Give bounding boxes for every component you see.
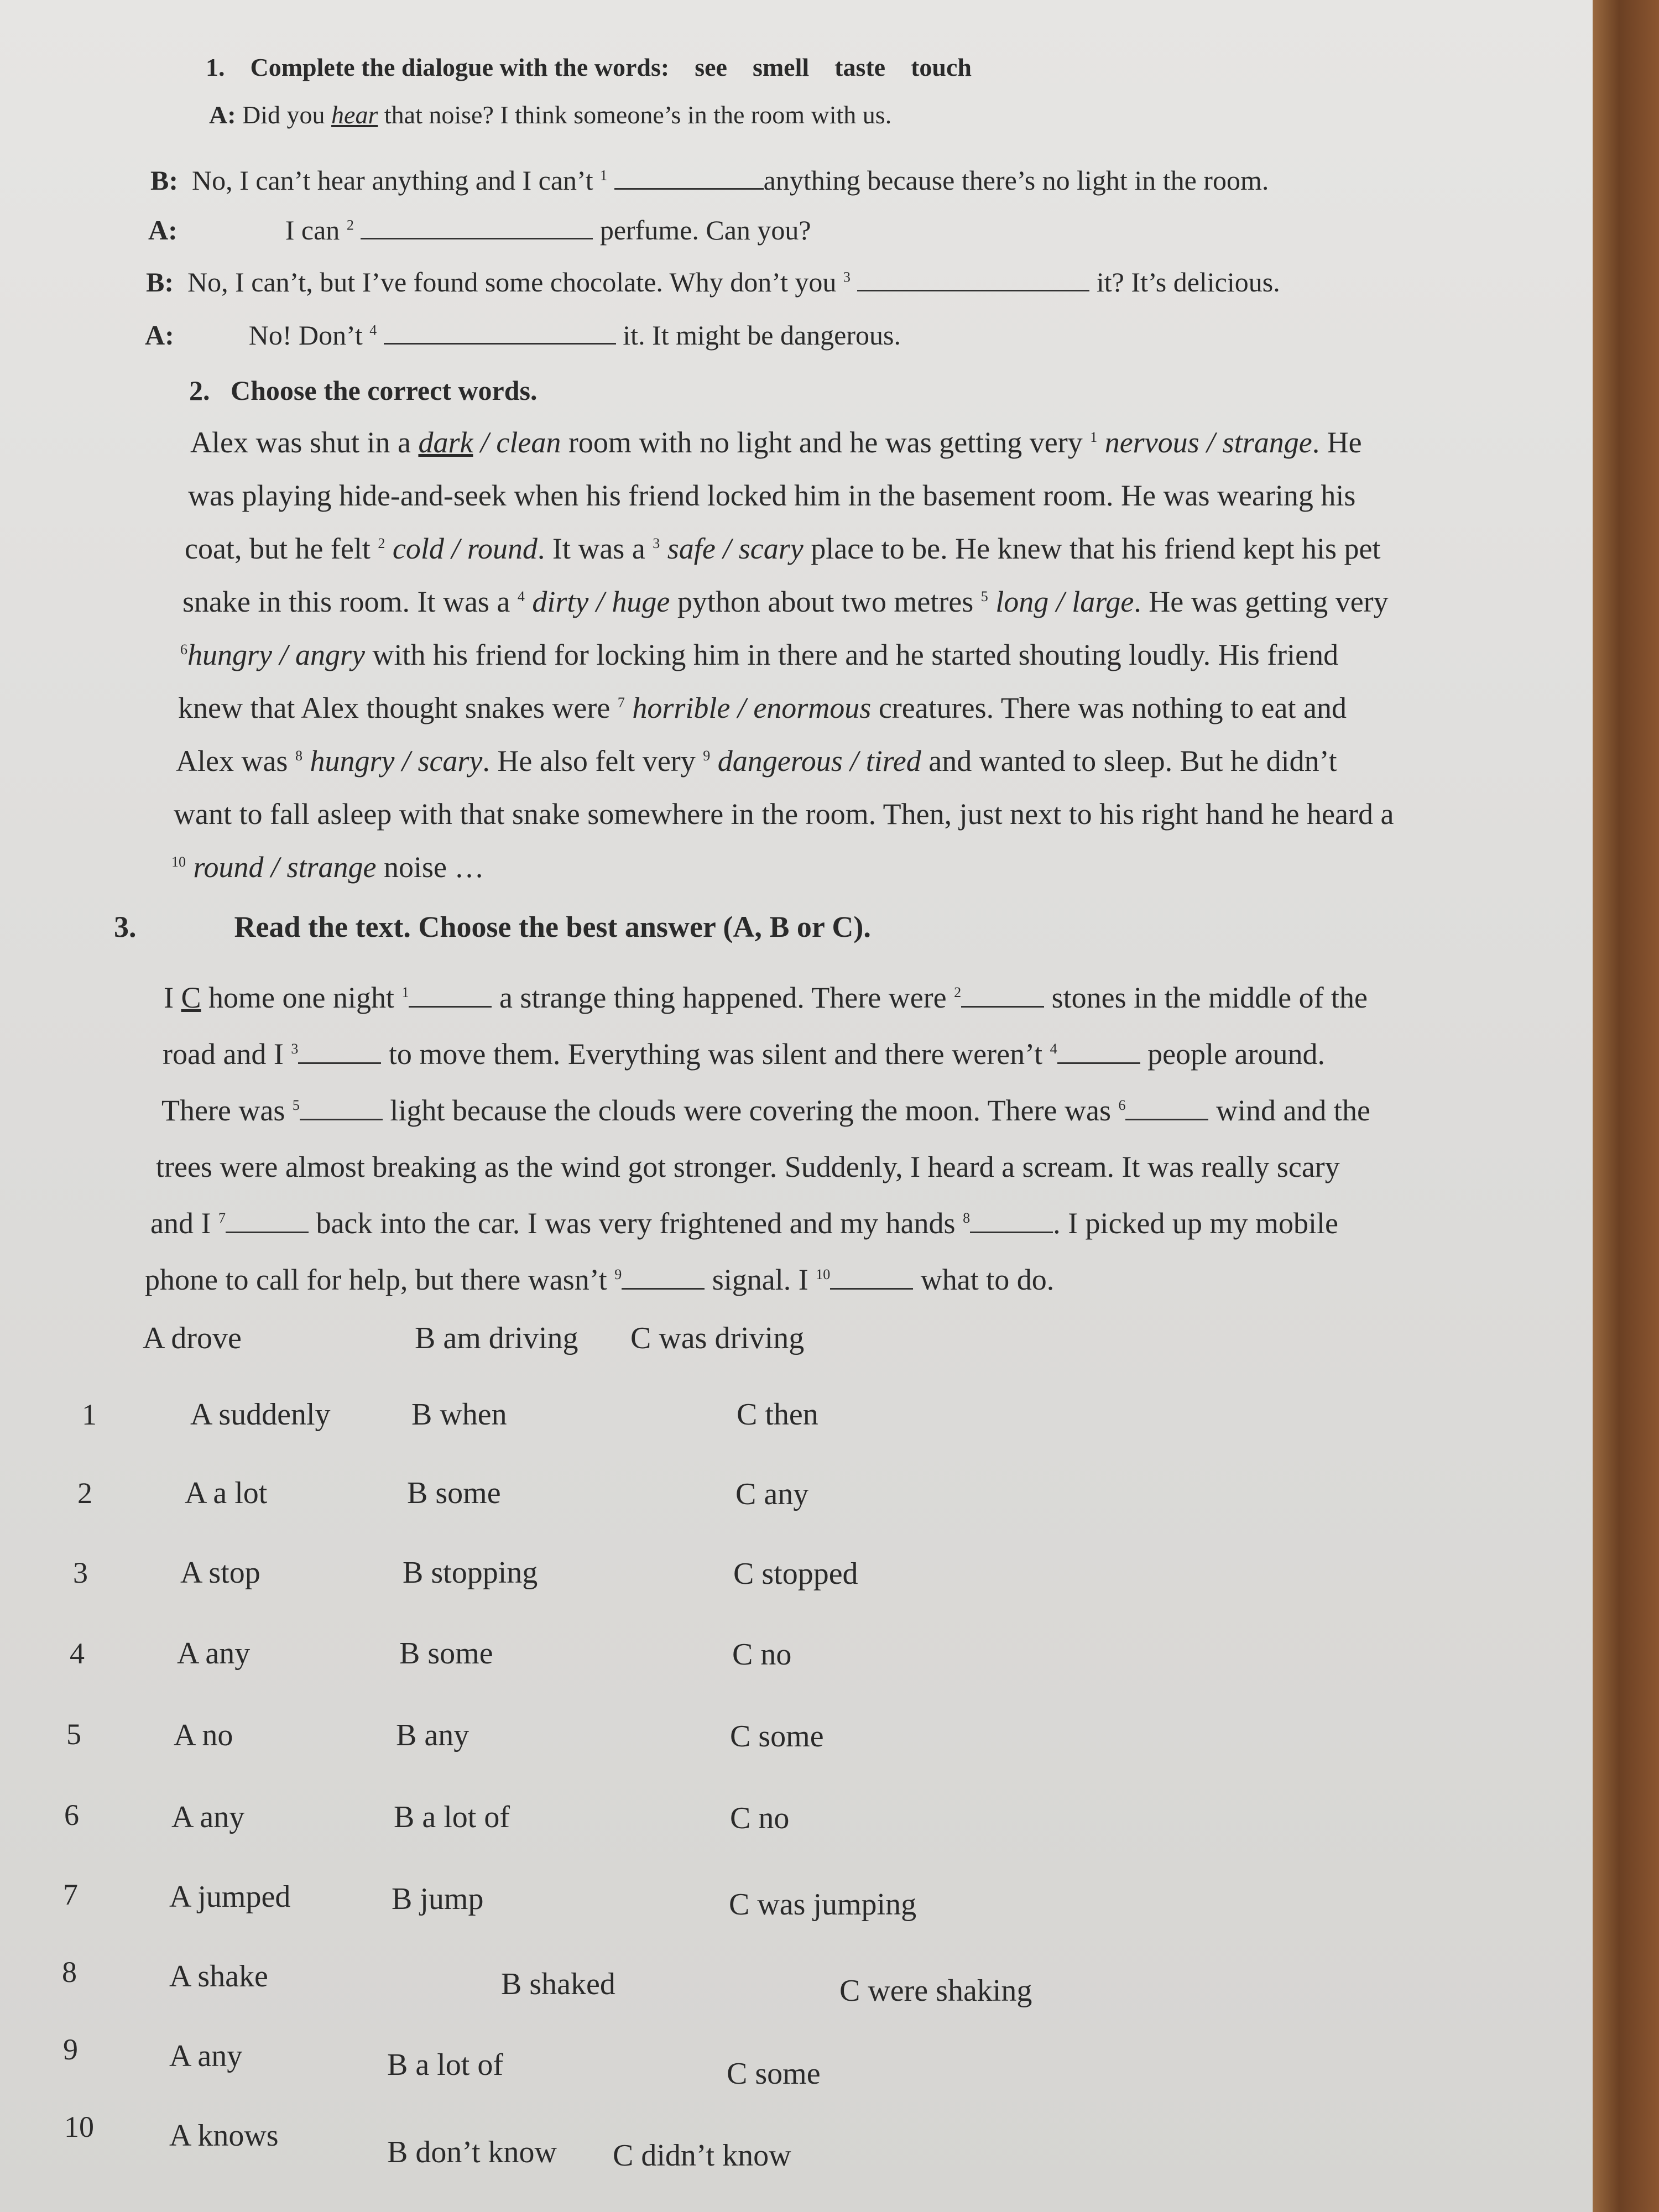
option-c[interactable]: C stopped <box>733 1557 858 1591</box>
word-choice[interactable]: safe / scary <box>660 532 804 565</box>
answer-blank[interactable] <box>361 213 593 239</box>
option-b[interactable]: B some <box>399 1636 493 1671</box>
dialogue-line: A: No! Don’t $^4$ it. It might be dangerous. <box>145 320 901 351</box>
example-answer: hear <box>331 101 378 129</box>
ex3-text-line: road and I $^3$ to move them. Everything was silent and there weren’t $^4$ people around. <box>163 1037 1325 1071</box>
example-option-a: A drove <box>143 1321 242 1355</box>
example-answer: C <box>181 981 201 1014</box>
option-c[interactable]: C some <box>727 2057 821 2091</box>
question-number: 7 <box>63 1878 78 1911</box>
option-a[interactable]: A any <box>171 1800 245 1834</box>
word-bank-item: smell <box>752 53 810 81</box>
ex3-text-line: There was $^5$ light because the clouds were covering the moon. There was $^6$ wind and the <box>161 1094 1370 1127</box>
ex2-line: $^6$hungry / angry with his friend for locking him in there and he started shouting loudly. His friend <box>180 638 1339 671</box>
option-b[interactable]: B jump <box>392 1882 484 1916</box>
example-choice: dark <box>418 426 473 459</box>
option-c[interactable]: C were shaking <box>839 1974 1032 2008</box>
speaker: B: <box>146 267 174 298</box>
option-c[interactable]: C no <box>732 1637 792 1672</box>
answer-blank[interactable] <box>226 1207 309 1233</box>
ex2-line: want to fall asleep with that snake somewhere in the room. Then, just next to his right hand he heard a <box>174 797 1394 831</box>
question-number: 1 <box>82 1398 97 1431</box>
answer-blank[interactable] <box>961 982 1044 1008</box>
ex1-heading <box>206 51 972 84</box>
ex1-instruction: Complete the dialogue with the words: <box>250 53 670 81</box>
ex3-heading <box>114 910 871 943</box>
speaker: A: <box>145 320 174 351</box>
answer-blank[interactable] <box>1057 1038 1140 1064</box>
ex3-text-line: trees were almost breaking as the wind got stronger. Suddenly, I heard a scream. It was really scary <box>156 1150 1340 1183</box>
word-bank-item: touch <box>911 53 972 81</box>
question-number: 9 <box>63 2033 78 2066</box>
ex2-number: 2. <box>189 375 210 406</box>
option-b[interactable]: B any <box>396 1718 469 1752</box>
dialogue-line: B: No, I can’t hear anything and I can’t $^1$ anything because there’s no light in the room. <box>150 165 1269 196</box>
option-b[interactable]: B don’t know <box>387 2135 557 2169</box>
dialogue-line: A: I can $^2$ perfume. Can you? <box>148 215 811 246</box>
question-number: 5 <box>66 1718 81 1751</box>
option-b[interactable]: B when <box>411 1397 507 1432</box>
option-c[interactable]: C didn’t know <box>613 2138 791 2173</box>
option-c[interactable]: C no <box>730 1801 790 1835</box>
option-c[interactable]: C was jumping <box>729 1887 917 1922</box>
answer-blank[interactable] <box>298 1038 381 1064</box>
question-number: 4 <box>70 1637 85 1670</box>
speaker: A: <box>148 215 178 246</box>
question-number: 2 <box>77 1477 92 1510</box>
ex2-line: Alex was shut in a dark / clean room with no light and he was getting very $^1$ nervous / strange. He <box>190 426 1362 459</box>
option-b[interactable]: B stopping <box>403 1556 538 1590</box>
word-choice[interactable]: dangerous / tired <box>710 744 921 778</box>
answer-blank[interactable] <box>384 319 616 345</box>
word-choice[interactable]: hungry / angry <box>187 638 365 671</box>
dialogue-line: A: Did you hear that noise? I think someone’s in the room with us. <box>209 101 892 129</box>
ex3-number: 3. <box>114 910 137 943</box>
answer-blank[interactable] <box>622 1264 705 1290</box>
option-a[interactable]: A any <box>169 2039 243 2073</box>
word-bank-item: taste <box>834 53 886 81</box>
word-bank-item: see <box>695 53 727 81</box>
wooden-table-edge <box>1593 0 1659 2212</box>
speaker: A: <box>209 101 236 129</box>
ex3-instruction: Read the text. Choose the best answer (A, B or C). <box>234 910 871 943</box>
option-a[interactable]: A no <box>174 1718 233 1752</box>
option-c[interactable]: C some <box>730 1719 824 1754</box>
option-b[interactable]: B a lot of <box>394 1800 510 1834</box>
ex1-number: 1. <box>206 53 225 81</box>
option-b[interactable]: B shaked <box>501 1967 615 2001</box>
question-number: 8 <box>62 1955 77 1989</box>
ex3-text-line: and I $^7$ back into the car. I was very frightened and my hands $^8$ . I picked up my mobile <box>150 1207 1338 1240</box>
ex2-line: snake in this room. It was a $^4$ dirty / huge python about two metres $^5$ long / large. He was getting very <box>182 585 1389 618</box>
ex3-text-line: phone to call for help, but there wasn’t $^9$ signal. I $^{10}$ what to do. <box>145 1263 1055 1296</box>
ex2-heading <box>189 374 538 407</box>
dialogue-line: B: No, I can’t, but I’ve found some chocolate. Why don’t you $^3$ it? It’s delicious. <box>146 267 1280 298</box>
ex2-instruction: Choose the correct words. <box>231 375 538 406</box>
ex2-line: Alex was $^8$ hungry / scary. He also felt very $^9$ dangerous / tired and wanted to sleep. But he didn’t <box>176 744 1337 778</box>
word-choice[interactable]: long / large <box>988 585 1134 618</box>
ex2-line: $^{10}$ round / strange noise … <box>171 851 484 884</box>
option-a[interactable]: A shake <box>169 1959 268 1994</box>
answer-blank[interactable] <box>970 1207 1053 1233</box>
answer-blank[interactable] <box>1125 1094 1208 1120</box>
word-choice[interactable]: cold / round <box>385 532 538 565</box>
question-number: 10 <box>64 2110 94 2143</box>
example-option-b: B am driving <box>415 1321 578 1355</box>
speaker: B: <box>150 165 178 196</box>
answer-blank[interactable] <box>300 1094 383 1120</box>
ex2-line: knew that Alex thought snakes were $^7$ horrible / enormous creatures. There was nothing to eat and <box>178 691 1347 724</box>
answer-blank[interactable] <box>614 164 764 190</box>
option-a[interactable]: A knows <box>169 2119 279 2153</box>
answer-blank[interactable] <box>409 982 492 1008</box>
option-a[interactable]: A suddenly <box>190 1397 331 1432</box>
option-a[interactable]: A stop <box>180 1556 260 1590</box>
ex2-line: coat, but he felt $^2$ cold / round. It was a $^3$ safe / scary place to be. He knew that his friend kept his pet <box>185 532 1381 565</box>
option-b[interactable]: B a lot of <box>387 2048 503 2082</box>
ex2-line: was playing hide-and-seek when his friend locked him in the basement room. He was wearing his <box>188 479 1356 512</box>
option-b[interactable]: B some <box>407 1476 501 1510</box>
word-choice[interactable]: horrible / enormous <box>624 691 872 724</box>
option-a[interactable]: A jumped <box>169 1880 291 1914</box>
option-c[interactable]: C then <box>737 1397 818 1432</box>
word-choice[interactable]: hungry / scary <box>302 744 483 778</box>
question-number: 6 <box>64 1798 79 1832</box>
word-choice[interactable]: dirty / huge <box>524 585 670 618</box>
ex3-text-line: I C home one night $^1$ a strange thing happened. There were $^2$ stones in the middle of the <box>164 981 1368 1014</box>
answer-blank[interactable] <box>830 1264 913 1290</box>
answer-blank[interactable] <box>857 265 1089 291</box>
word-choice[interactable]: nervous / strange <box>1097 426 1312 459</box>
option-a[interactable]: A any <box>177 1636 251 1671</box>
example-option-c: C was driving <box>630 1321 805 1355</box>
option-a[interactable]: A a lot <box>185 1476 268 1510</box>
option-c[interactable]: C any <box>735 1477 809 1511</box>
word-choice[interactable]: round / strange <box>186 851 377 884</box>
question-number: 3 <box>73 1556 88 1589</box>
